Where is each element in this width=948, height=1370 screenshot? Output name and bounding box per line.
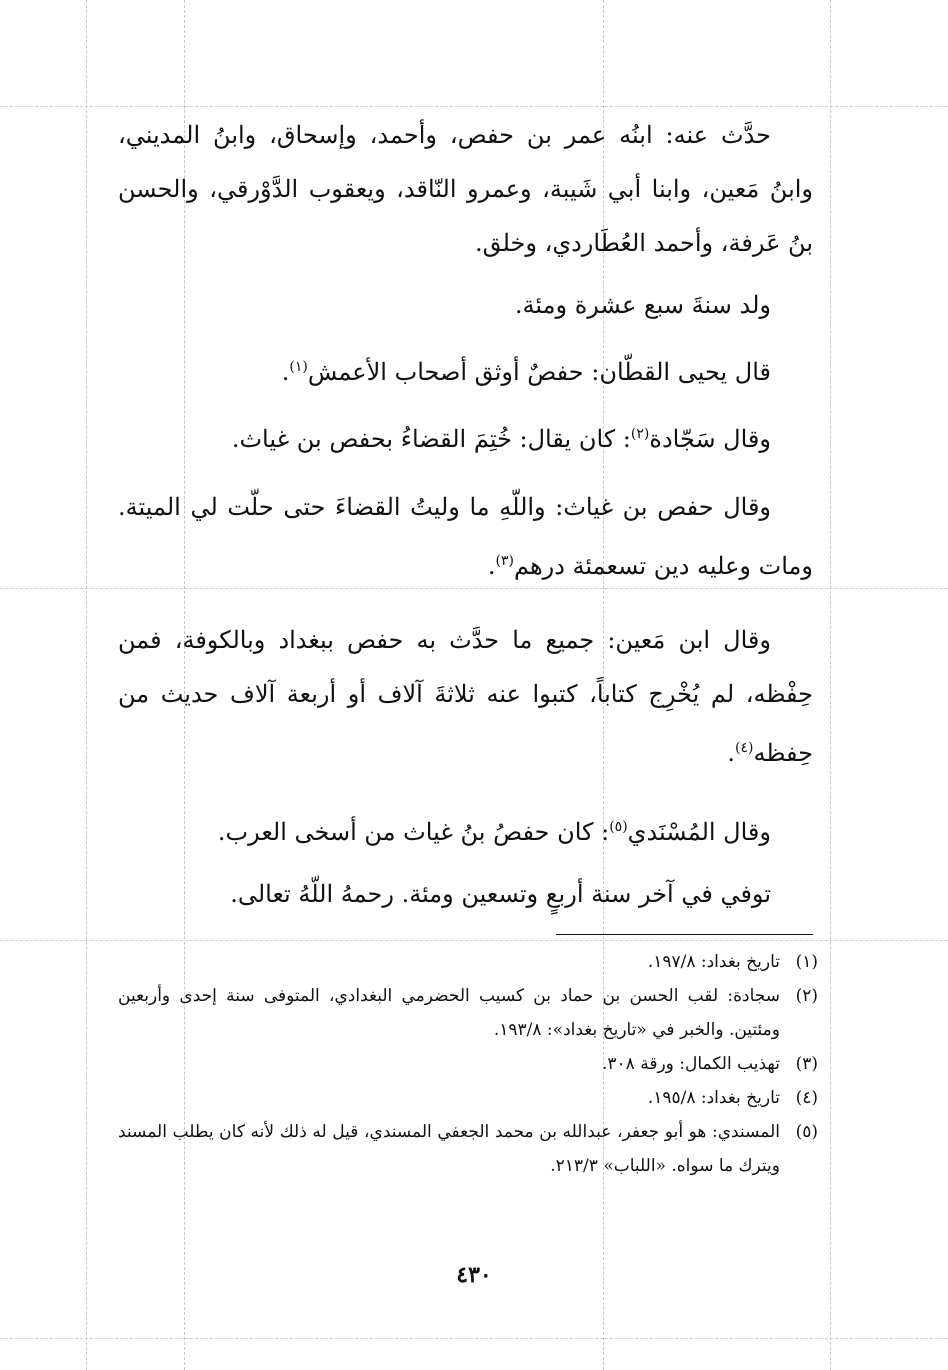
guide-line [0, 1338, 948, 1339]
footnotes [118, 945, 818, 1183]
paragraph-text: . [487, 552, 496, 580]
footnote-marker: (٥) [609, 819, 628, 835]
paragraph-text: قال يحيى القطّان: حفصٌ أوثق أصحاب الأعمش [307, 358, 771, 386]
footnote-number: (٣) [795, 1054, 818, 1074]
paragraph-text: : كان حفصُ بنُ غياث من أسخى العرب. [217, 818, 610, 846]
footnote-text: تاريخ بغداد: ١٩٧/٨. [647, 952, 780, 972]
paragraph-text: وقال المُسْنَدي [627, 818, 771, 846]
guide-line [0, 940, 948, 941]
footnote-number: (٢) [795, 986, 818, 1006]
paragraph-text: توفي في آخر سنة أربعٍ وتسعين ومئة. رحمهُ اللّهُ تعالى. [230, 880, 771, 908]
paragraph-text: وقال ابن مَعين: جميع ما حدَّث به حفص ببغداد وبالكوفة، فمن حِفْظه، لم يُخْرِج كتاباً، كتبوا عنه ثلاثةَ آلاف أو أربعة آلاف حديث من حِفظه [118, 626, 813, 767]
footnote-marker: (٢) [630, 426, 650, 442]
paragraph-ibn-maeen [118, 613, 813, 780]
guide-line [86, 0, 87, 1370]
paragraph-birth [118, 278, 813, 332]
paragraph-text: حدَّث عنه: ابنُه عمر بن حفص، وأحمد، وإسحاق، وابنُ المديني، وابنُ مَعين، وابنا أبي شَيبة، وعمرو النّاقد، ويعقوب الدَّوْرقي، والحسن بنُ عَرفة، وأحمد العُطَاردي، وخلق. [118, 121, 813, 257]
footnote-3 [118, 1047, 818, 1081]
paragraph-text: : كان يقال: خُتِمَ القضاءُ بحفص بن غياث. [231, 425, 631, 453]
footnote-number: (٤) [795, 1088, 818, 1108]
footnote-marker: (٣) [495, 553, 514, 569]
footnote-number: (١) [795, 952, 818, 972]
footnote-5 [118, 1115, 818, 1183]
paragraph-musnadi [118, 800, 813, 859]
footnote-1 [118, 945, 818, 979]
footnote-text: المسندي: هو أبو جعفر، عبدالله بن محمد الجعفي المسندي، قيل له ذلك لأنه كان يطلب المسند ويترك ما سواه. «اللباب» ٢١٣/٣. [118, 1122, 780, 1176]
paragraph-text: ولد سنةَ سبع عشرة ومئة. [514, 291, 771, 319]
footnote-marker: (١) [289, 359, 308, 375]
paragraph-text: . [727, 739, 735, 767]
footnote-text: تاريخ بغداد: ١٩٥/٨. [647, 1088, 780, 1108]
paragraph-narrators [118, 108, 813, 270]
paragraph-text: . [281, 358, 290, 386]
paragraph-text: وقال سَجّادة [649, 425, 771, 453]
footnote-2 [118, 979, 818, 1047]
guide-line [0, 106, 948, 107]
paragraph-qattan [118, 340, 813, 399]
guide-line [830, 0, 831, 1370]
paragraph-sajjada [118, 407, 813, 466]
paragraph-death [118, 867, 813, 921]
footnote-4 [118, 1081, 818, 1115]
page-number: ٤٣٠ [456, 1262, 492, 1288]
footnote-text: تهذيب الكمال: ورقة ٣٠٨. [602, 1054, 780, 1074]
footnote-text: سجادة: لقب الحسن بن حماد بن كسيب الحضرمي البغدادي، المتوفى سنة إحدى وأربعين ومئتين. والخبر في «تاريخ بغداد»: ١٩٣/٨. [118, 986, 780, 1040]
main-text [118, 108, 813, 921]
footnote-divider [556, 934, 813, 935]
paragraph-hafs-quote [118, 480, 813, 593]
paragraph-text: وقال حفص بن غياث: واللّهِ ما وليتُ القضاءَ حتى حلّت لي الميتة. ومات وعليه دين تسعمئة درهم [118, 493, 813, 580]
footnote-marker: (٤) [735, 740, 754, 756]
footnote-number: (٥) [795, 1122, 818, 1142]
